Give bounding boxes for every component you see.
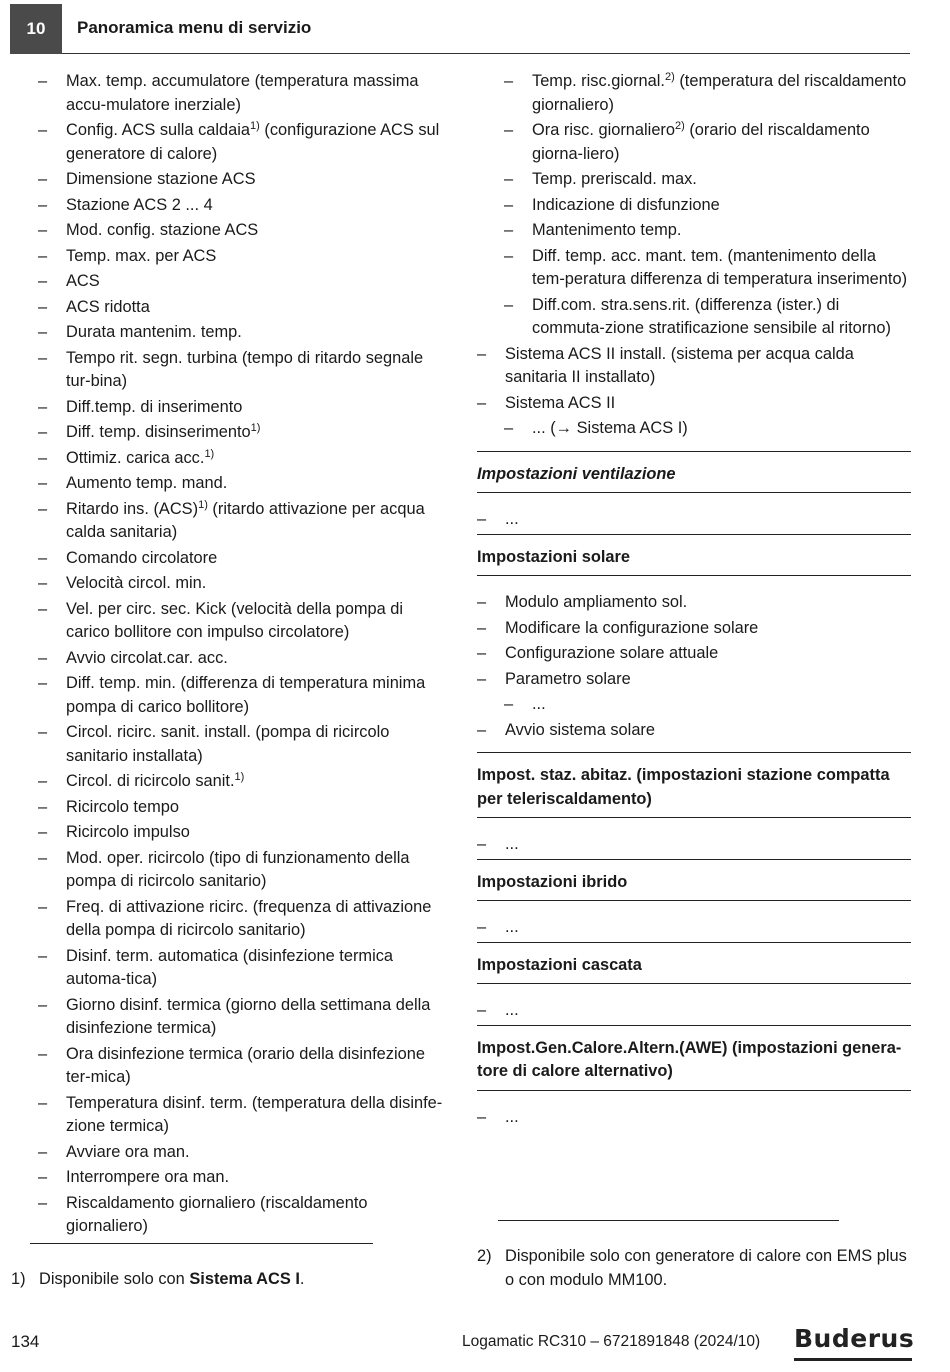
list-item: – Tempo rit. segn. turbina (tempo di ritardo segnale tur-bina) — [38, 347, 448, 394]
footnote-ref: 1) — [250, 120, 260, 132]
list-item: – Freq. di attivazione ricirc. (frequenza di attivazione della pompa di ricircolo sanitario) — [38, 896, 448, 943]
cascade-list — [477, 999, 911, 1026]
list-item: – ACS ridotta — [38, 296, 448, 320]
list-item: – Sistema ACS II install. (sistema per acqua calda sanitaria II installato) — [477, 343, 911, 390]
awe-list — [477, 1106, 911, 1130]
footnote-2 — [477, 1245, 911, 1292]
list-item: – Temp. risc.giornal.$^{2)}$ (temperatura del riscaldamento giornaliero) — [504, 70, 911, 117]
section-heading-ventilation: Impostazioni ventilazione — [477, 451, 911, 494]
list-item: – Ricircolo tempo — [38, 796, 448, 820]
list-item: – Temp. preriscald. max. — [504, 168, 911, 192]
list-item: – Ritardo ins. (ACS)$^{1)}$ (ritardo attivazione per acqua calda sanitaria) — [38, 498, 448, 545]
list-item: – ... — [477, 1106, 911, 1130]
list-item: – Ricircolo impulso — [38, 821, 448, 845]
list-item: – Diff.temp. di inserimento — [38, 396, 448, 420]
left-column — [38, 70, 448, 1241]
list-item: – Giorno disinf. termica (giorno della settimana della disinfezione termica) — [38, 994, 448, 1041]
section-heading-awe: Impost.Gen.Calore.Altern.(AWE) (impostazioni genera-tore di calore alternativo) — [477, 1026, 911, 1091]
list-item: – Disinf. term. automatica (disinfezione termica automa-tica) — [38, 945, 448, 992]
list-item: – Diff. temp. min. (differenza di temperatura minima pompa di carico bollitore) — [38, 672, 448, 719]
buderus-logo: Buderus — [794, 1324, 912, 1361]
list-item: – Avvio circolat.car. acc. — [38, 647, 448, 671]
list-item: – Ora risc. giornaliero$^{2)}$ (orario del riscaldamento giorna-liero) — [504, 119, 911, 166]
list-item: – Mantenimento temp. — [504, 219, 911, 243]
page-header — [10, 4, 910, 54]
list-item: – ... — [477, 508, 911, 532]
list-item: – Interrompere ora man. — [38, 1166, 448, 1190]
list-item: – Avvio sistema solare — [477, 719, 911, 743]
right-column — [477, 70, 911, 1131]
list-item: – Temperatura disinf. term. (temperatura della disinfe-zione termica) — [38, 1092, 448, 1139]
footnote-ref: 1) — [250, 422, 261, 434]
list-item: – Circol. ricirc. sanit. install. (pompa di ricircolo sanitario installata) — [38, 721, 448, 768]
header-divider — [62, 53, 910, 54]
footnote-ref: 1) — [234, 771, 245, 783]
list-item: – Sistema ACS II — [477, 392, 911, 416]
list-item: – Parametro solare — [477, 668, 911, 692]
list-item: – ... — [477, 999, 911, 1023]
footnote-ref: 2) — [675, 120, 685, 132]
list-item: – ACS — [38, 270, 448, 294]
list-item: – Vel. per circ. sec. Kick (velocità della pompa di carico bollitore con impulso circolatore) — [38, 598, 448, 645]
footnote-mark: 2) — [477, 1247, 492, 1265]
list-item: – Avviare ora man. — [38, 1141, 448, 1165]
list-item: – Temp. max. per ACS — [38, 245, 448, 269]
footnote-ref: 1) — [204, 447, 215, 460]
list-item: – ... — [477, 833, 911, 857]
ventilation-list — [477, 508, 911, 535]
list-item: – Comando circolatore — [38, 547, 448, 571]
list-item: – Config. ACS sulla caldaia$^{1)}$ (configurazione ACS sul generatore di calore) — [38, 119, 448, 166]
section-heading-cascade: Impostazioni cascata — [477, 943, 911, 985]
footnote-text: Disponibile solo con generatore di calore con EMS plus o con modulo MM100. — [505, 1247, 907, 1289]
list-item: – Ora disinfezione termica (orario della disinfezione ter-mica) — [38, 1043, 448, 1090]
list-item: – Riscaldamento giornaliero (riscaldamento giornaliero) — [38, 1192, 448, 1239]
list-item: – Max. temp. accumulatore (temperatura massima accu-mulatore inerziale) — [38, 70, 448, 117]
chapter-number: 10 — [10, 4, 62, 54]
section-heading-solar: Impostazioni solare — [477, 535, 911, 577]
list-item: – Velocità circol. min. — [38, 572, 448, 596]
footnote-emphasis: Sistema ACS I — [189, 1270, 300, 1288]
list-item: – Diff.com. stra.sens.rit. (differenza (ister.) di commuta-zione stratificazione sensibile al ritorno) — [504, 294, 911, 341]
document-reference: Logamatic RC310 – 6721891848 (2024/10) — [462, 1333, 761, 1350]
list-item: – Ottimiz. carica acc.$^{1)}$ — [38, 447, 448, 471]
station-list — [477, 833, 911, 860]
section-heading-hybrid: Impostazioni ibrido — [477, 860, 911, 902]
list-item: – Diff. temp. acc. mant. tem. (mantenimento della tem-peratura differenza di temperatura inserimento) — [504, 245, 911, 292]
footnote-ref: 2) — [665, 71, 675, 83]
footnote-text: Disponibile solo con Sistema ACS I. — [39, 1270, 305, 1288]
list-item: – ... — [504, 693, 911, 717]
list-item: – Mod. oper. ricircolo (tipo di funzionamento della pompa di ricircolo sanitario) — [38, 847, 448, 894]
list-item: – Durata mantenim. temp. — [38, 321, 448, 345]
list-item: – ... — [477, 916, 911, 940]
list-item: – Indicazione di disfunzione — [504, 194, 911, 218]
list-item: – Stazione ACS 2 ... 4 — [38, 194, 448, 218]
list-item: – Configurazione solare attuale — [477, 642, 911, 666]
list-item: – Modulo ampliamento sol. — [477, 591, 911, 615]
list-item: – Diff. temp. disinserimento$^{1)}$ — [38, 421, 448, 445]
page-title: Panoramica menu di servizio — [77, 18, 312, 37]
footnote-ref: 1) — [198, 498, 208, 511]
service-menu-list-right — [477, 70, 911, 441]
footnote-mark: 1) — [11, 1270, 26, 1288]
solar-list — [477, 591, 911, 742]
list-item: – Mod. config. stazione ACS — [38, 219, 448, 243]
list-item: – Circol. di ricircolo sanit.$^{1)}$ — [38, 770, 448, 794]
footnote-1 — [11, 1268, 441, 1292]
list-item: – ... (→ Sistema ACS I) — [504, 417, 911, 441]
footnote-divider-right — [498, 1220, 839, 1221]
list-item: – Dimensione stazione ACS — [38, 168, 448, 192]
footnote-divider-left — [30, 1243, 373, 1244]
section-heading-station: Impost. staz. abitaz. (impostazioni stazione compatta per teleriscaldamento) — [477, 752, 911, 818]
list-item: – Modificare la configurazione solare — [477, 617, 911, 641]
page-number: 134 — [11, 1332, 40, 1351]
hybrid-list — [477, 916, 911, 943]
list-item: – Aumento temp. mand. — [38, 472, 448, 496]
service-menu-list-left — [38, 70, 448, 1239]
